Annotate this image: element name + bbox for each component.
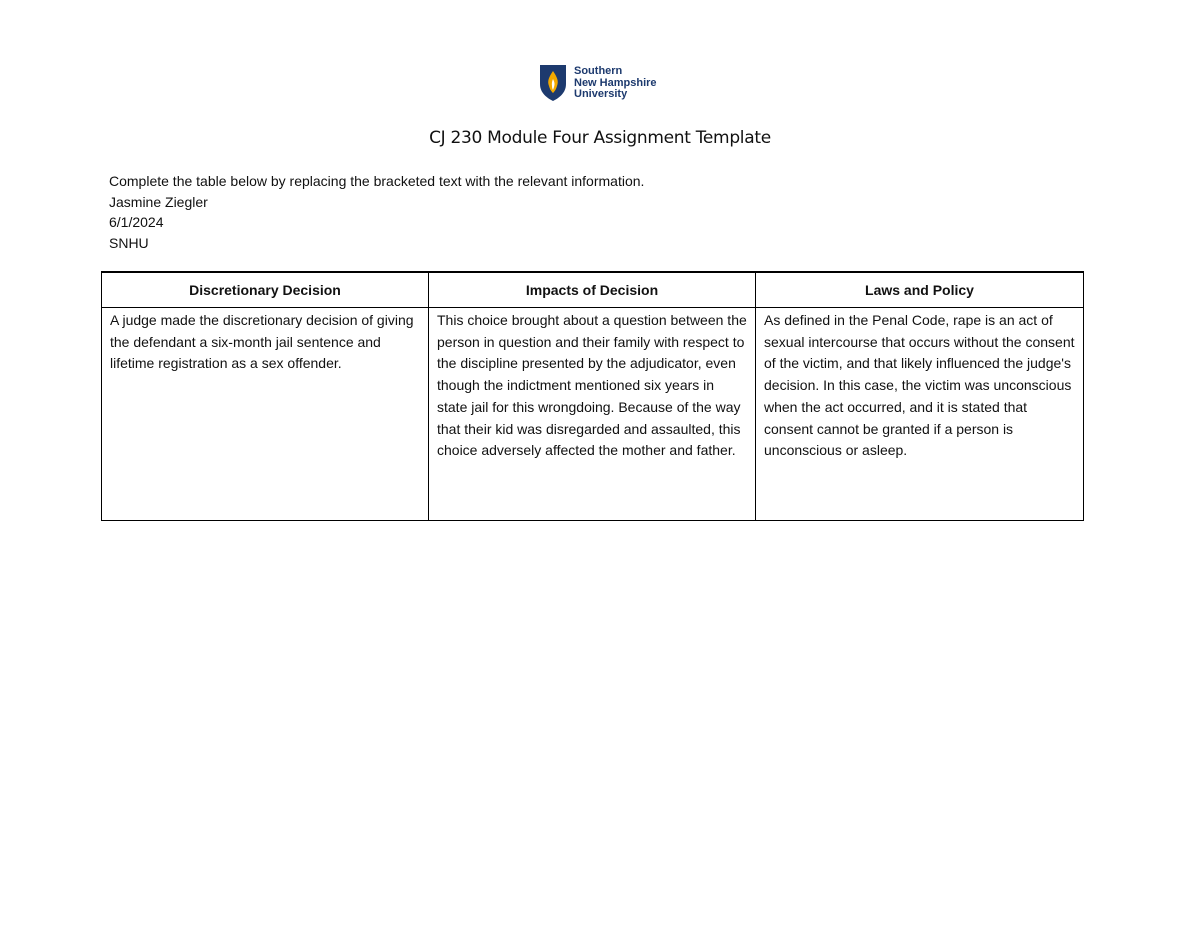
snhu-logo: [539, 64, 657, 102]
document-title: CJ 230 Module Four Assignment Template: [429, 128, 771, 148]
assignment-table: [101, 271, 1084, 521]
table-row: [102, 308, 1084, 521]
submission-date: 6/1/2024: [109, 214, 164, 230]
table-header-row: [102, 272, 1084, 308]
cell-laws-and-policy: As defined in the Penal Code, rape is an act of sexual intercourse that occurs without the consent of the victim, and that likely influenced the judge's decision. In this case, the victim was unconscious when the act occurred, and it is stated that consent cannot be granted if a person is unconscious or asleep.: [756, 308, 1084, 521]
header-impacts-of-decision: Impacts of Decision: [429, 272, 756, 308]
instruction-text: Complete the table below by replacing the bracketed text with the relevant information.: [109, 173, 645, 189]
cell-impacts-of-decision: This choice brought about a question between the person in question and their family with respect to the discipline presented by the adjudicator, even though the indictment mentioned six years in state jail for this wrongdoing. Because of the way that their kid was disregarded and assaulted, this choice adversely affected the mother and father.: [429, 308, 756, 521]
student-name: Jasmine Ziegler: [109, 193, 208, 210]
institution-name: SNHU: [109, 234, 149, 251]
logo-line-2: New Hampshire: [574, 76, 657, 89]
snhu-shield-icon: [539, 64, 567, 102]
cell-discretionary-decision: A judge made the discretionary decision of giving the defendant a six-month jail sentence and lifetime registration as a sex offender.: [102, 308, 429, 521]
logo-wordmark: [574, 66, 657, 101]
header-laws-and-policy: Laws and Policy: [756, 272, 1084, 308]
intro-block: [109, 171, 644, 253]
logo-line-3: University: [574, 88, 628, 100]
logo-line-1: Southern: [574, 65, 623, 77]
header-discretionary-decision: Discretionary Decision: [102, 272, 429, 308]
